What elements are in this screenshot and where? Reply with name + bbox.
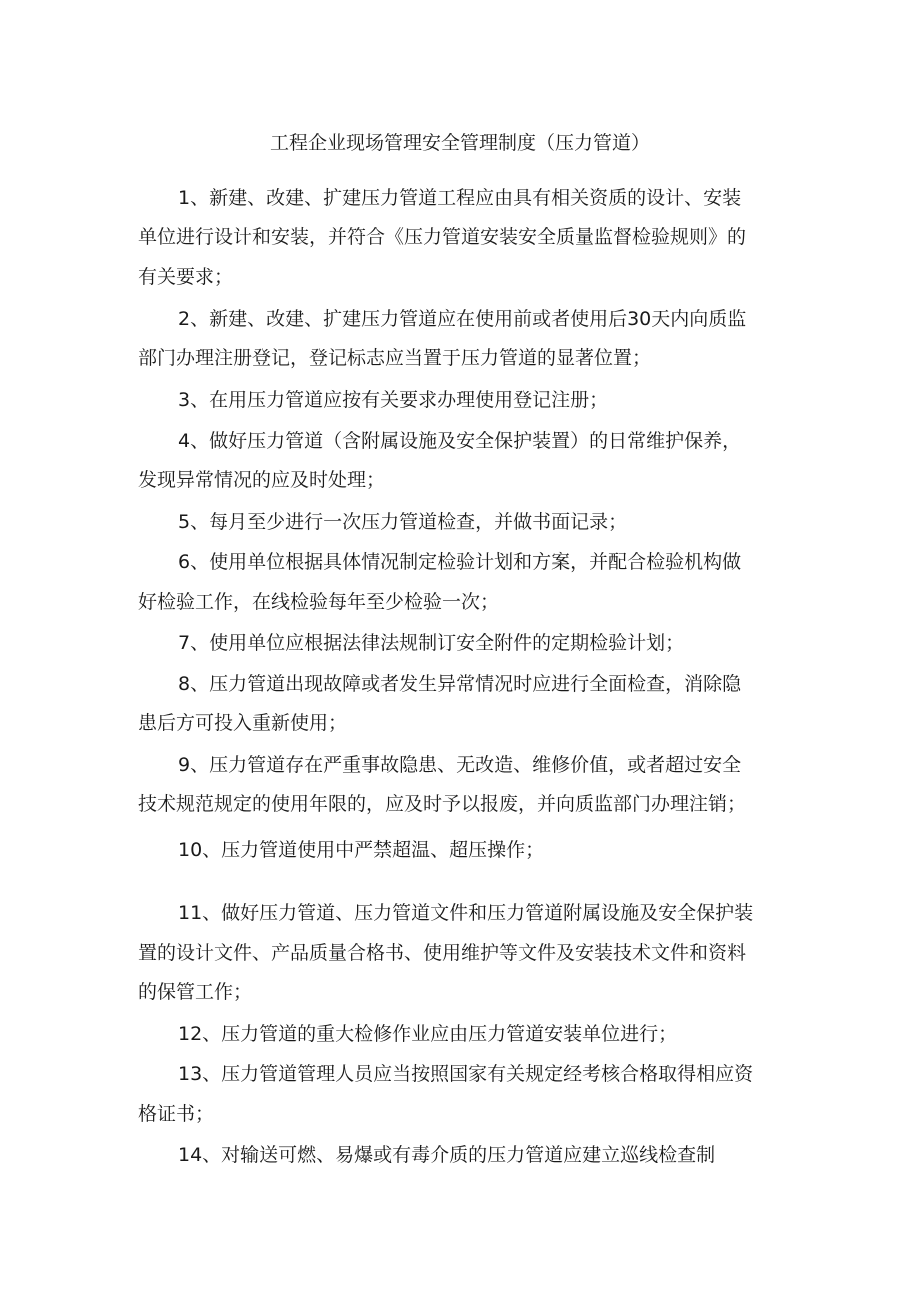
paragraph-14-line-1: 14、对输送可燃、易爆或有毒介质的压力管道应建立巡线检查制 <box>178 1144 716 1166</box>
paragraph-8-line-1: 8、压力管道出现故障或者发生异常情况时应进行全面检查，消除隐 <box>178 673 742 695</box>
paragraph-8-line-2: 患后方可投入重新使用； <box>138 712 348 734</box>
paragraph-5-line-1: 5、每月至少进行一次压力管道检查，并做书面记录； <box>178 511 628 533</box>
paragraph-6-line-2: 好检验工作，在线检验每年至少检验一次； <box>138 591 500 613</box>
paragraph-13-line-1: 13、压力管道管理人员应当按照国家有关规定经考核合格取得相应资 <box>178 1063 754 1085</box>
paragraph-7-line-1: 7、使用单位应根据法律法规制订安全附件的定期检验计划； <box>178 632 685 654</box>
paragraph-1-line-1: 1、新建、改建、扩建压力管道工程应由具有相关资质的设计、安装 <box>178 187 742 209</box>
document-title: 工程企业现场管理安全管理制度（压力管道） <box>269 132 650 154</box>
paragraph-9-line-1: 9、压力管道存在严重事故隐患、无改造、维修价值，或者超过安全 <box>178 754 742 776</box>
paragraph-1-line-3: 有关要求； <box>138 266 234 288</box>
paragraph-4-line-2: 发现异常情况的应及时处理； <box>138 469 386 491</box>
paragraph-1-line-2: 单位进行设计和安装，并符合《压力管道安装安全质量监督检验规则》的 <box>138 226 747 248</box>
paragraph-13-line-2: 格证书； <box>138 1103 215 1125</box>
paragraph-9-line-2: 技术规范规定的使用年限的，应及时予以报废，并向质监部门办理注销； <box>138 793 747 815</box>
paragraph-11-line-1: 11、做好压力管道、压力管道文件和压力管道附属设施及安全保护装 <box>178 902 754 924</box>
paragraph-2-line-2: 部门办理注册登记，登记标志应当置于压力管道的显著位置； <box>138 347 652 369</box>
paragraph-6-line-1: 6、使用单位根据具体情况制定检验计划和方案，并配合检验机构做 <box>178 551 742 573</box>
paragraph-12-line-1: 12、压力管道的重大检修作业应由压力管道安装单位进行； <box>178 1023 678 1045</box>
paragraph-4-line-1: 4、做好压力管道（含附属设施及安全保护装置）的日常维护保养， <box>178 430 742 452</box>
paragraph-2-line-1: 2、新建、改建、扩建压力管道应在使用前或者使用后30天内向质监 <box>178 308 747 330</box>
paragraph-3-line-1: 3、在用压力管道应按有关要求办理使用登记注册； <box>178 389 609 411</box>
paragraph-10-line-1: 10、压力管道使用中严禁超温、超压操作； <box>178 839 545 861</box>
paragraph-11-line-3: 的保管工作； <box>138 981 253 1003</box>
paragraph-11-line-2: 置的设计文件、产品质量合格书、使用维护等文件及安装技术文件和资料 <box>138 942 747 964</box>
